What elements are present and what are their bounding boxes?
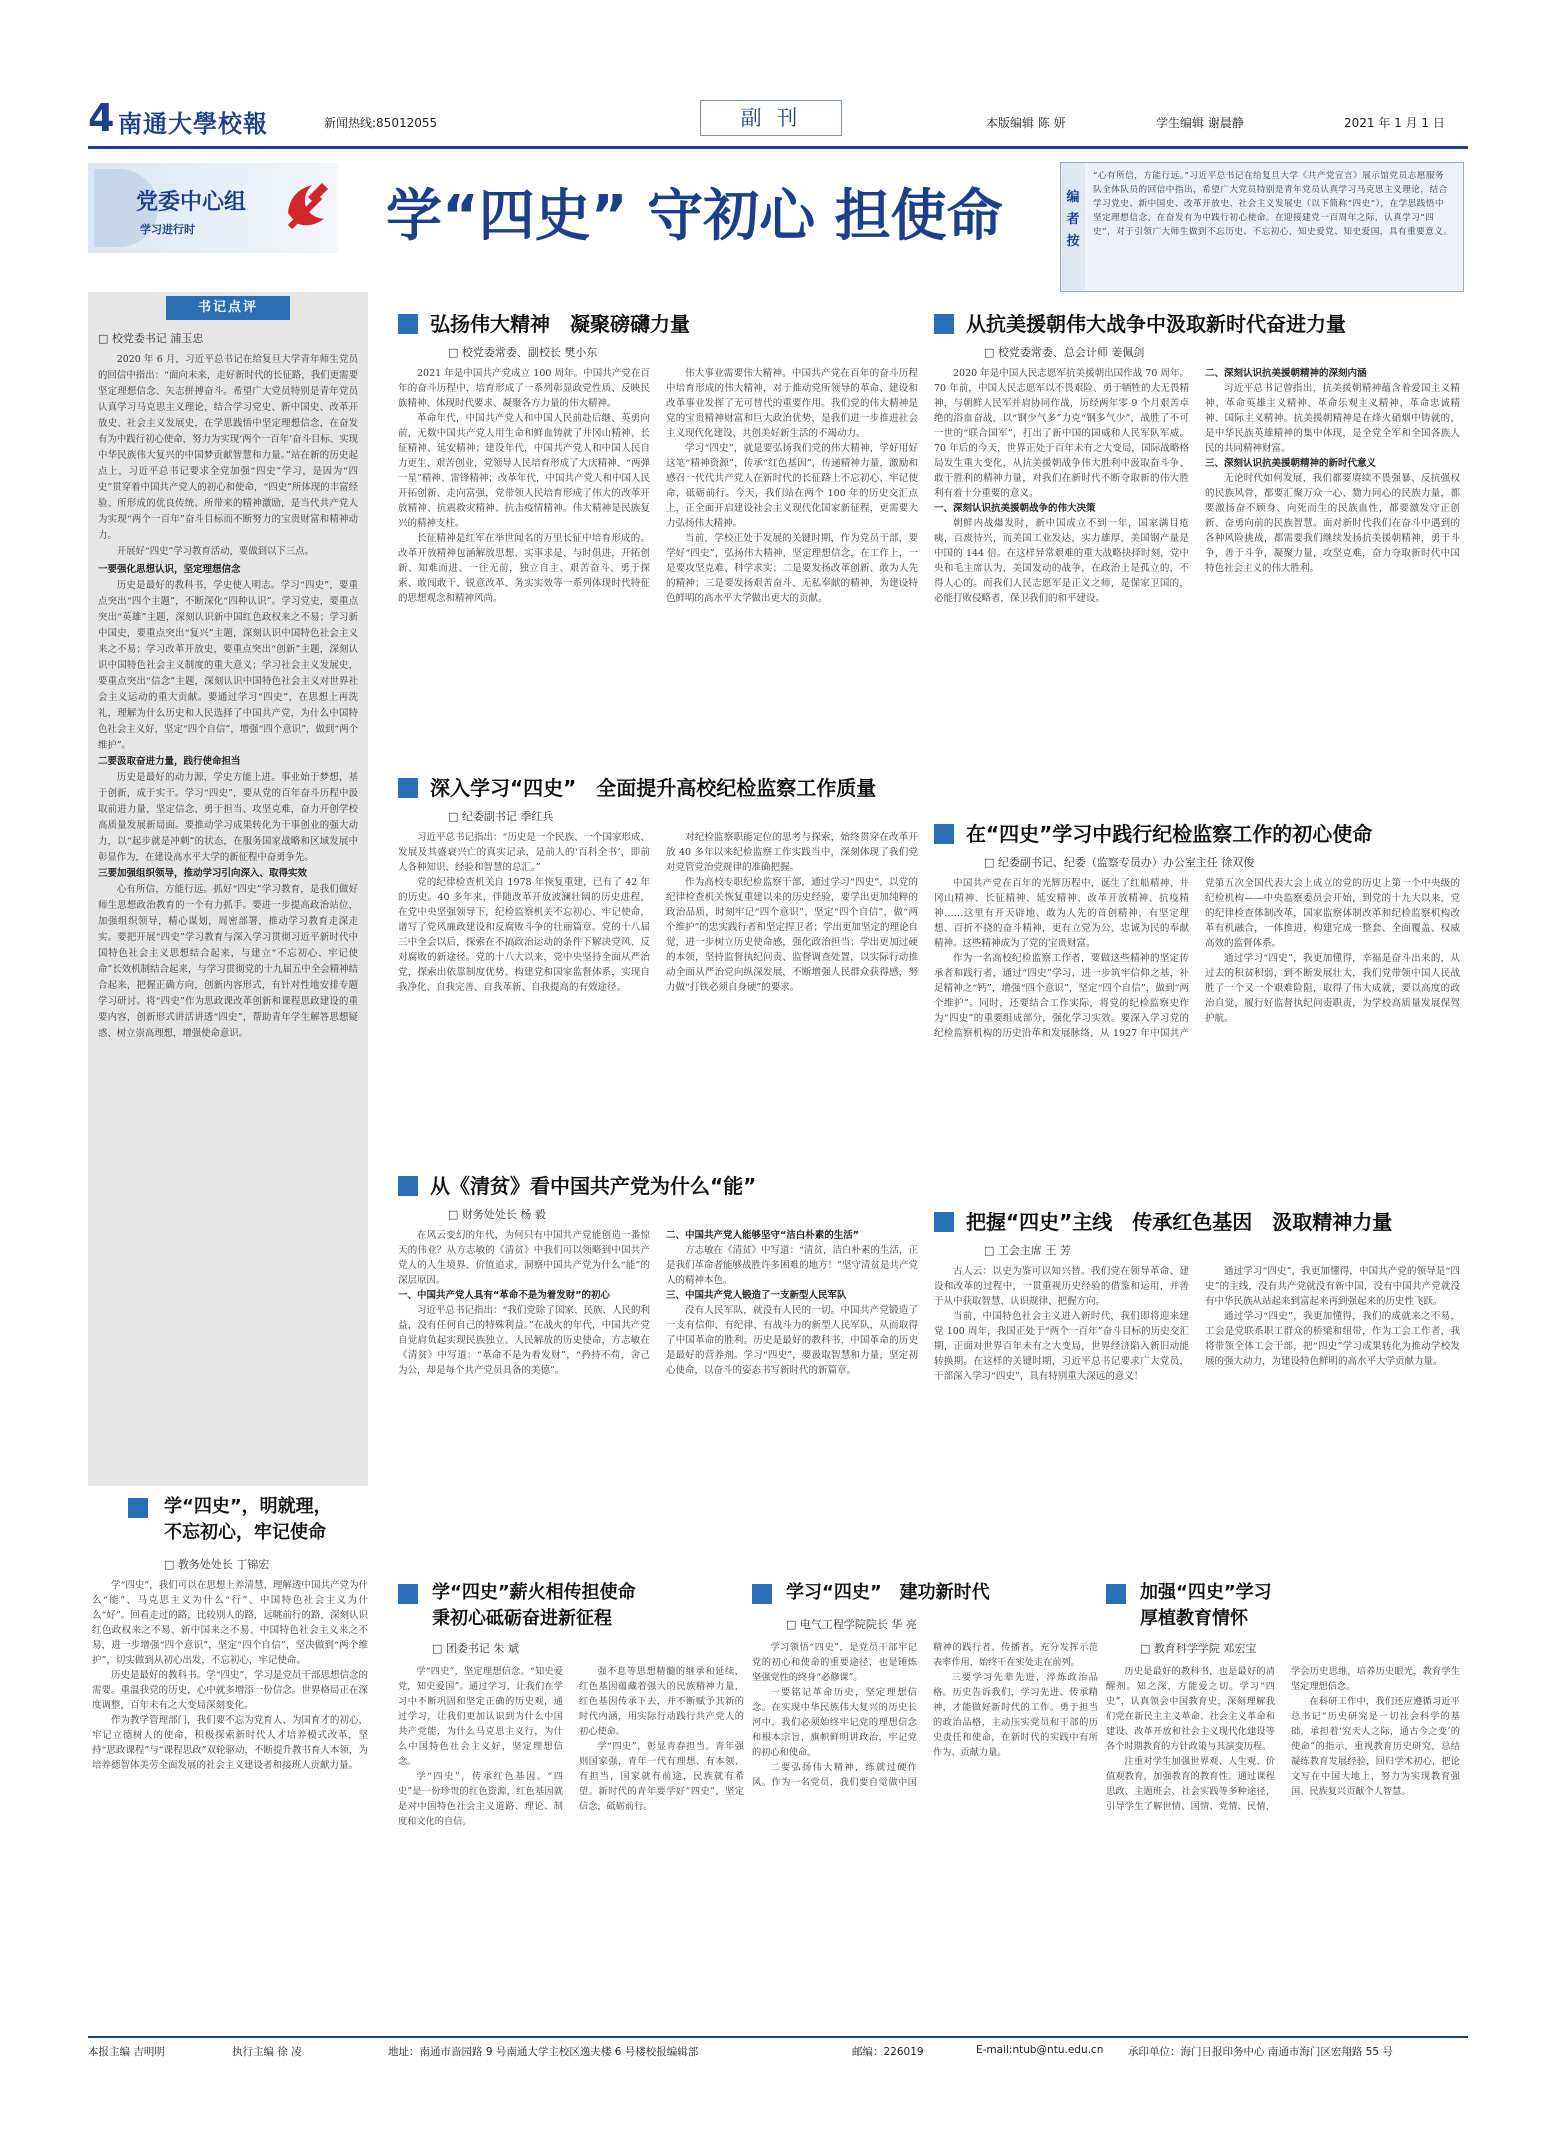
sidebar-paragraph: 2020 年 6 月，习近平总书记在给复旦大学青年师生党员的回信中指出：“面向未来，走好新时代的长征路，我们更需要坚定理想信念、矢志拼搏奋斗。希望广大党员特别是青年党员认真学习马克思主义理论，结合学习党史、新中国史、改革开放史、社会主义发展史，在学思践悟中坚定理想信念，在奋发有为中践行初心使命，努力为实现‘两个一百年’奋斗目标、实现中华民族伟大复兴的中国梦贡献智慧和力量。”站在新的历史起点上，习近平总书记要求全党加强“四史”学习，是因为“四史”贯穿着中国共产党人的初心和使命，“四史”所体现的丰富经验、所形成的优良传统、所带来的精神激励，是当代共产党人为实现“两个一百年”奋斗目标而不断努力的宝贵财富和精神动力。: [98, 354, 358, 541]
article-title-text: 从抗美援朝伟大战争中汲取新时代奋进力量: [966, 312, 1346, 336]
article-paragraph: 通过学习“四史”，我更加懂得，中国共产党的领导是“四史”的主线，没有共产党就没有新中国，没有中国共产党就没有中华民族从站起来到富起来再到强起来的历史性飞跃。: [1205, 1266, 1460, 1307]
article-subheading: 一、中国共产党人具有“革命不是为着发财”的初心: [398, 1290, 610, 1301]
sidebar-paragraph: 心有所信，方能行远。抓好“四史”学习教育，是我们做好师生思想政治教育的一个有力抓手。要进一步提高政治站位，加强组织领导，精心谋划，周密部署，推动学习教育走深走实。要把开展“四史”学习教育与深入学习贯彻习近平新时代中国特色社会主义思想结合起来，与建立“不忘初心、牢记使命”长效机制结合起来，与学习贯彻党的十九届五中全会精神结合起来，把握正确方向，创新内容形式，有针对性地安排专题学习研讨。将“四史”作为思政课改革创新和课程思政建设的重要内容，创新形式讲活讲透“四史”，帮助青年学生解答思想疑惑、树立崇高理想，增强使命意识。: [98, 884, 358, 1039]
sidebar-heading: 书记点评: [166, 296, 290, 320]
header-rule: [88, 146, 1468, 149]
article-paragraph: 作为高校专职纪检监察干部，通过学习“四史”，以党的纪律检查机关恢复重建以来的历史经验，要学出更加纯粹的政治品质，时刻牢记“四个意识”，坚定“四个自信”，做“两个维护”的忠实践行者和坚定捍卫者；学出更加坚定的理论自觉，进一步树立历史使命感，强化政治担当；学出更加过硬的本领，坚持监督执纪问责、监督调查处置，以实际行动推动全面从严治党向纵深发展，不断增强人民群众获得感，努力做“打铁必须自身硬”的要求。: [666, 877, 918, 993]
article-title: [934, 308, 1346, 337]
title-line: 学习“四史” 建功新时代: [786, 1582, 990, 1603]
page-number: 4: [88, 96, 115, 140]
article-body: [1106, 1664, 1460, 2024]
article-paragraph: 历史是最好的教科书，也是最好的清醒剂。知之深，方能爱之切。学习“四史”，认真领会中国教育史，深刻理解我们党在新民主主义革命、社会主义革命和建设、改革开放和社会主义现代化建设等各个时期教育的方针政策与其演变历程。: [1106, 1666, 1275, 1752]
bottom-title-marker-icon: [398, 1584, 418, 1604]
article-body: [752, 1640, 1098, 2024]
bottom-title-marker-icon: [752, 1584, 772, 1604]
article-byline: □ 校党委常委、副校长 樊小东: [448, 344, 597, 360]
article-paragraph: 作为一名高校纪检监察工作者，要做这些精神的坚定传承者和践行者，通过“四史”学习，进一步筑牢信仰之基，补足精神之“钙”，增强“四个意识”，坚定“四个自信”，做到“两个维护”。同时，还要结合工作实际，将党的纪检监察史作为“四史”的重要组成部分，强化学习实效。要深入学习党的纪检监察机构的历史沿革和发展脉络，从 1927 年中国共产党第五次全国代表大会上成立的党的历史上第一个中央级的纪检机构——中央监察委员会开始，到党的十九大以来，党的纪律检查体制改革，国家监察体制改革和纪检监察机构改革有机融合，一体推进，构建完成一整套、全面覆盖、权威高效的监督体系。: [934, 878, 1460, 1039]
article-byline: □ 校党委常委、总会计师 姜佩剑: [984, 344, 1144, 360]
article-paragraph: 长征精神是红军在举世闻名的万里长征中培育形成的。改革开放精神包涵解放思想、实事求是、与时俱进，开拓创新、知难而进、一往无前，独立自主、艰苦奋斗、勇于探索、敢闯敢干、锐意改革、务实实效等一系列体现时代特征的思想观念和精神风尚。: [398, 533, 650, 604]
article-paragraph: 在风云变幻的年代，为何只有中国共产党能创造一番惊天的伟业？从方志敏的《清贫》中我们可以领略到中国共产党人的人生境界、价值追求，洞察中国共产党为什么“能”的深层原因。: [398, 1230, 650, 1286]
page-editor: 本版编辑 陈 妍: [986, 116, 1066, 130]
editor-note-label: 编者按: [1061, 163, 1085, 291]
article-paragraph: 学习“四史”，就是要弘扬我们党的伟大精神，学好用好这笔“精神资源”，传承“红色基因”，传递精神力量，激励和感召一代代共产党人在新时代的长征路上不忘初心、牢记使命，砥砺前行。今天，我们站在两个 100 年的历史交汇点上，正全面开启建设社会主义现代化国家新征程，更需要大力弘扬伟大精神。: [666, 443, 918, 529]
article-paragraph: 方志敏在《清贫》中写道：“清贫，洁白朴素的生活，正是我们革命者能够战胜许多困难的地方！”坚守清贫是共产党人的精神本色。: [666, 1245, 918, 1286]
bottom-article-title: [1140, 1580, 1272, 1632]
title-marker-icon: [398, 778, 418, 798]
article-body: [934, 1264, 1460, 1568]
article-paragraph: 学“四史”，我们可以在思想上养清慧、理解透中国共产党为什么“能”、马克思主义为什么“行”、中国特色社会主义为什么“好”。回看走过的路，比较别人的路，远眺前行的路，深刻认识红色政权来之不易、新中国来之不易、中国特色社会主义来之不易，进一步增强“四个意识”，坚定“四个自信”，坚决做到“两个维护”，切实做到从初心出发，不忘初心，牢记使命。: [92, 1580, 368, 1666]
article-body: [934, 366, 1460, 800]
footer-exec-editor: 执行主编 徐 凌: [232, 2046, 302, 2058]
article-subheading: 三、中国共产党人锻造了一支新型人民军队: [666, 1290, 847, 1301]
article-paragraph: 2021 年是中国共产党成立 100 周年。中国共产党在百年的奋斗历程中，培育形成了一系列彰显政党性质、反映民族精神、体现时代要求、凝聚各方力量的伟大精神。: [398, 368, 650, 409]
paper-name: 南通大學校報: [118, 109, 268, 138]
headline: 学“四史” 守初心 担使命: [386, 184, 1003, 249]
student-editor: 学生编辑 谢晨静: [1156, 116, 1244, 130]
party-emblem-icon: [280, 177, 334, 233]
article-subheading: 一、深刻认识抗美援朝战争的伟大决策: [934, 503, 1096, 514]
article-byline: □ 纪委副书记 季红兵: [448, 808, 553, 824]
footer-rule: [88, 2036, 1468, 2038]
title-marker-icon: [934, 314, 954, 334]
title-marker-icon: [398, 1176, 418, 1196]
article-paragraph: 无论时代如何发展，我们都要赓续不畏强暴、反抗强权的民族风骨，都要汇聚万众一心、勠力同心的民族力量，都要激扬奋不顾身、向死而生的民族血性，都要激发守正创新、奋勇向前的民族智慧。面对新时代我们在奋斗中遇到的各种风险挑战，都需要我们继续发扬抗美援朝精神，勇于斗争，善于斗争，凝聚力量，攻坚克难，奋力夺取新时代中国特色社会主义的伟大胜利。: [1205, 473, 1460, 574]
sidebar-subheading: 三要加强组织领导，推动学习引向深入、取得实效: [98, 868, 308, 879]
article-paragraph: 习近平总书记曾指出，抗美援朝精神蕴含着爱国主义精神、革命英雄主义精神、革命乐观主义精神、革命忠诚精神、国际主义精神。抗美援朝精神是在烽火硝烟中铸就的，是中华民族英雄精神的集中体现，是全党全军和全国各族人民的共同精神财富。: [1205, 383, 1460, 454]
article-paragraph: 党的纪律检查机关自 1978 年恢复重建，已有了 42 年的历史。40 多年来，伴随改革开放波澜壮阔的历史进程，在党中央坚强领导下，纪检监察机关不忘初心、牢记使命，谱写了党风廉政建设和反腐败斗争的壮丽篇章。党的十八届三中全会以后，探索在不搞政治运动的条件下解决党风、反对腐败的新途径。党的十八大以来，党中央坚持全面从严治党，探索出依靠制度优势、构建党和国家监督体系，实现自我净化、自我完善、自我革新、自我提高的有效途径。: [398, 877, 650, 993]
column-logo: [88, 163, 338, 253]
article-body: [934, 876, 1460, 1176]
title-marker-icon: [934, 824, 954, 844]
section-label: 副 刊: [700, 100, 842, 136]
article-paragraph: 古人云：以史为鉴可以知兴替。我们党在领导革命、建设和改革的过程中，一贯重视历史经验的借鉴和运用，并善于从中获取智慧、认识规律、把握方向。: [934, 1266, 1189, 1307]
article-paragraph: 注重对学生加强世界观、人生观、价值观教育，加强教育的教育性。通过课程思政、主题班会、社会实践等多种途径，引导学生了解世情、国情、党情、民情，学会历史思维，培养历史眼光，教育学生坚定理想信念。: [1106, 1666, 1460, 1812]
article-paragraph: 习近平总书记指出：“历史是一个民族、一个国家形成、发展及其盛衰兴亡的真实记录，是前人的‘百科全书’，即前人各种知识、经验和智慧的总汇。”: [398, 832, 650, 873]
column-subtitle: 学习进行时: [140, 223, 195, 236]
masthead: [88, 96, 1468, 146]
article-body: [398, 1664, 744, 2024]
issue-date: 2021 年 1 月 1 日: [1344, 116, 1445, 130]
bottom-title-marker-icon: [1106, 1584, 1126, 1604]
footer-email: E-mail:ntub@ntu.edu.cn: [976, 2044, 1104, 2056]
title-marker-icon: [934, 1212, 954, 1232]
article-body: [92, 1578, 368, 2024]
article-byline: □ 团委书记 朱 斌: [432, 1640, 519, 1656]
article-paragraph: 二要弘扬伟大精神，练就过硬作风。作为一名党员，我们要自觉做中国精神的践行者、传播者，充分发挥示范表率作用，始终干在实处走在前列。: [752, 1642, 1098, 1788]
article-subheading: 三、深刻认识抗美援朝精神的新时代意义: [1205, 458, 1377, 469]
article-title-text: 从《清贫》看中国共产党为什么“能”: [430, 1174, 757, 1198]
article-title-text: 把握“四史”主线 传承红色基因 汲取精神力量: [966, 1210, 1393, 1234]
title-marker-icon: [398, 314, 418, 334]
footer-address: 地址：南通市啬园路 9 号南通大学主校区逸夫楼 6 号楼校报编辑部: [388, 2046, 699, 2058]
article-title: [934, 1206, 1392, 1235]
article-paragraph: 朝鲜内战爆发时，新中国成立不到一年，国家满目疮痍，百废待兴，而美国工业发达，实力雄厚，美国钢产量是中国的 144 倍。在这样异常艰难的重大战略抉择时刻，党中央和毛主席认为，美国发动的战争，在政治上是孤立的，不得人心的。而我们人民志愿军是正义之师，是保家卫国的，必能打败侵略者，保卫我们的和平建设。: [934, 518, 1189, 604]
article-byline: □ 工会主席 王 芳: [984, 1242, 1071, 1258]
footer-postcode: 邮编：226019: [852, 2046, 924, 2058]
title-line: 不忘初心，牢记使命: [164, 1522, 326, 1543]
article-paragraph: 当前，中国特色社会主义进入新时代，我们即将迎来建党 100 周年，我国正处于“两个一百年”奋斗目标的历史交汇期，正面对世界百年未有之大变局，世界经济陷入新旧动能转换期。在这样的关键时期，习近平总书记要求广大党员，干部深入学习“四史”，具有特别重大深远的意义！: [934, 1311, 1189, 1382]
article-title-text: 深入学习“四史” 全面提升高校纪检监察工作质量: [430, 776, 877, 800]
article-byline: □ 教务处处长 丁锦宏: [164, 1556, 269, 1572]
article-paragraph: 三要学习先辈先进，淬炼政治品格。历史告诉我们，学习先进、传承精神，才能做好新时代的工作。勇于担当的政治品格，主动压实党员和干部的历史责任和使命，在新时代的实践中有所作为、贡献力量。: [933, 1672, 1098, 1758]
article-title: [398, 308, 690, 337]
bottom-article-title: [786, 1580, 990, 1606]
bottom-article-title: [432, 1580, 636, 1632]
column-title: 党委中心组: [136, 190, 247, 215]
footer-chief-editor: 本报主编 吉明明: [88, 2046, 165, 2058]
sidebar-byline: □ 校党委书记 浦玉忠: [98, 330, 203, 346]
title-line: 学“四史”，明就理，: [164, 1496, 332, 1517]
article-paragraph: 强不息等思想精髓的继承和延续，红色基因蕴藏着强大的民族精神力量，红色基因传承下去，并不断赋予其新的时代内涵，用实际行动践行共产党人的初心使命。: [579, 1666, 744, 1737]
bottom-title-marker-icon: [128, 1498, 148, 1518]
article-byline: □ 教育科学学院 邓宏宝: [1140, 1640, 1256, 1656]
sidebar-subheading: 一要强化思想认识，坚定理想信念: [98, 564, 241, 575]
article-paragraph: 2020 年是中国人民志愿军抗美援朝出国作战 70 周年。70 年前，中国人民志愿军以不畏艰险、勇于牺牲的大无畏精神，与朝鲜人民军并肩协同作战，历经两年零 9 个月艰苦卓绝的浴血奋战，以“钢少气多”力克“钢多气少”，战胜了不可一世的“联合国军”，打出了新中国的国威和人民军队军威。70 年后的今天，世界正处于百年未有之大变局，国际战略格局发生重大变化，从抗美援朝战争伟大胜利中汲取奋斗争、敢于胜利的精神力量，对我们在新时代不断夺取新的伟大胜利有着十分重要的意义。: [934, 368, 1189, 499]
article-body: [398, 1228, 918, 1568]
article-paragraph: 学“四史”，彰显青春担当。青年强则国家强，青年一代有理想、有本领、有担当，国家就有前途，民族就有希望。新时代的青年要学好“四史”，坚定信念，砥砺前行。: [579, 1741, 744, 1812]
title-line: 加强“四史”学习: [1140, 1582, 1272, 1603]
article-body: [398, 366, 918, 740]
title-line: 厚植教育情怀: [1140, 1608, 1248, 1629]
article-paragraph: 当前，学校正处于发展的关键时期，作为党员干部，要学好“四史”，弘扬伟大精神，坚定理想信念，在工作上，一是要攻坚克难、科学求实；二是要发扬改革创新、敢为人先的精神；三是要发扬艰苦奋斗、无私奉献的精神，为建设特色鲜明的高水平大学做出更大的贡献。: [666, 533, 918, 604]
article-byline: □ 纪委副书记、纪委（监察专员办）办公室主任 徐双俊: [984, 854, 1254, 870]
article-subheading: 二、深刻认识抗美援朝精神的深刻内涵: [1205, 368, 1367, 379]
footer: [88, 2044, 1468, 2064]
article-paragraph: 学“四史”，坚定理想信念。“知史爱党，知史爱国”。通过学习，让我们在学习中不断巩固和坚定正确的历史观，通过学习，让我们更加认识到为什么中国共产党能，为什么马克思主义行，为什么中国特色社会主义好，坚定理想信念。: [398, 1666, 563, 1767]
sidebar-body: [98, 352, 358, 1476]
article-paragraph: 在科研工作中，我们还应遵循习近平总书记“历史研究是一切社会科学的基础，承担着‘究天人之际，通古今之变’的使命”的指示，重视教育历史研究，总结凝练教育发展经验，回归学术初心，把论文写在中国大地上，努力为实现教育强国、民族复兴贡献个人智慧。: [1291, 1696, 1460, 1797]
sidebar-paragraph: 开展好“四史”学习教育活动，要做到以下三点。: [116, 546, 314, 557]
editor-note-text: “心有所信，方能行远。”习近平总书记在给复旦大学《共产党宣言》展示馆党员志愿服务队全体队员的回信中指出，希望广大党员特别是青年党员认真学习马克思主义理论，结合学习党史、新中国史、改革开放史、社会主义发展史（以下简称“四史”），在学思践悟中坚定理想信念，在奋发有为中践行初心使命。在迎接建党一百周年之际，认真学习“四史”，对于引领广大师生做到不忘历史、不忘初心，知史爱党、知史爱国，具有重要意义。: [1093, 171, 1453, 237]
article-subheading: 二、中国共产党人能够坚守“洁白朴素的生活”: [666, 1230, 859, 1241]
sidebar-paragraph: 历史是最好的动力源，学史方能上进。事业始于梦想，基于创新，成于实干。学习“四史”，要从党的百年奋斗历程中汲取前进力量，坚定信念、勇于担当、攻坚克难，奋力开创学校高质量发展新局面。要推动学习成果转化为干事创业的强大动力，以“起步就是冲刺”的状态，在服务国家战略和区域发展中彰显作为，在建设高水平大学的新征程中奋勇争先。: [98, 772, 358, 863]
article-paragraph: 对纪检监察职能定位的思考与探索，始终贯穿在改革开放 40 多年以来纪检监察工作实践当中，深刻体现了我们党对党管党治党规律的准确把握。: [666, 832, 918, 873]
article-byline: □ 电气工程学院院长 华 亮: [786, 1616, 917, 1632]
article-paragraph: 作为教学管理部门，我们要不忘为党育人、为国育才的初心，牢记立德树人的使命，积极探索新时代人才培养模式改革，坚持“思政课程”与“课程思政”双轮驱动，不断提升教书育人本领，为培养德智体美劳全面发展的社会主义建设者和接班人贡献力量。: [92, 1715, 368, 1771]
article-paragraph: 没有人民军队，就没有人民的一切。中国共产党锻造了一支有信仰、有纪律、有战斗力的新型人民军队，从而取得了中国革命的胜利。历史是最好的教科书，中国革命的历史是最好的营养剂。学习“四史”，要汲取智慧和力量，坚定初心使命，以奋斗的姿态书写新时代的新篇章。: [666, 1305, 918, 1376]
title-line: 学“四史”薪火相传担使命: [432, 1582, 636, 1603]
footer-printer: 承印单位：海门日报印务中心 南通市海门区宏翔路 55 号: [1128, 2046, 1393, 2058]
article-title: [398, 1170, 756, 1199]
title-line: 秉初心砥砺奋进新征程: [432, 1608, 612, 1629]
sidebar-subheading: 二要汲取奋进力量，践行使命担当: [98, 756, 241, 767]
sidebar-paragraph: 历史是最好的教科书，学史使人明志。学习“四史”，要重点突出“四个主题”，不断深化“四种认识”。学习党史，要重点突出“英雄”主题，深刻认识新中国红色政权来之不易；学习新中国史，要重点突出“复兴”主题，深刻认识中国特色社会主义来之不易；学习改革开放史，要重点突出“创新”主题，深刻认识中国特色社会主义制度的重大意义；学习社会主义发展史，要重点突出“信念”主题，深刻认识中国特色社会主义对世界社会主义运动的重大贡献。要通过学习“四史”，在思想上再洗礼，理解为什么历史和人民选择了中国共产党，为什么中国特色社会主义好，坚定“四个自信”，增强“四个意识”，做到“两个维护”。: [98, 580, 358, 751]
article-paragraph: 学“四史”，传承红色基因。“四史”是一份珍贵的红色资源，红色基因就是对中国特色社会主义道路、理论、制度和文化的自信。: [398, 1771, 563, 1827]
article-paragraph: 习近平总书记指出：“我们党除了国家、民族、人民的利益，没有任何自己的特殊利益。”在战火的年代，中国共产党自觉肩负起实现民族独立、人民解放的历史使命，方志敏在《清贫》中写道：“革命不是为着发财”，“矜持不苟，舍己为公，却是每个共产党员具备的美德”。: [398, 1305, 650, 1376]
article-paragraph: 革命年代，中国共产党人和中国人民前赴后继、英勇向前，无数中国共产党人用生命和鲜血铸就了井冈山精神、长征精神、延安精神；建设年代，中国共产党人和中国人民自力更生、艰苦创业，党领导人民培育形成了大庆精神、“两弹一星”精神、雷锋精神；改革年代，中国共产党人和中国人民开拓创新、走向富强，党带领人民培育形成了伟大的改革开放精神、抗震救灾精神、抗击疫情精神。伟大精神是民族复兴的精神支柱。: [398, 413, 650, 529]
article-title-text: 弘扬伟大精神 凝聚磅礴力量: [430, 312, 690, 336]
sidebar-panel: [88, 292, 368, 1486]
hotline: 新闻热线:85012055: [324, 116, 438, 130]
article-paragraph: 一要铭记革命历史，坚定理想信念。在实现中华民族伟大复兴的历史长河中，我们必须始终牢记党的理想信念和根本宗旨，旗帜鲜明讲政治，牢记党的初心和使命。: [752, 1687, 917, 1758]
article-title: [398, 772, 876, 801]
article-byline: □ 财务处处长 杨 毅: [448, 1206, 546, 1222]
article-paragraph: 中国共产党在百年的光辉历程中，诞生了红船精神、井冈山精神、长征精神、延安精神、改革开放精神、抗疫精神……这里有开天辟地、敢为人先的首创精神，有坚定理想、百折不挠的奋斗精神，更有立党为公、忠诚为民的奉献精神。这些精神成为了党的宝贵财富。: [934, 878, 1189, 949]
article-body: [398, 830, 918, 1148]
article-title-text: 在“四史”学习中践行纪检监察工作的初心使命: [966, 822, 1373, 846]
article-paragraph: 伟大事业需要伟大精神。中国共产党在百年的奋斗历程中培育形成的伟大精神，对于推动党所领导的革命、建设和改革事业发挥了无可替代的重要作用。我们党的伟大精神是党的宝贵精神财富和巨大政治优势，是我们进一步推进社会主义现代化建设、共创美好新生活的不竭动力。: [666, 368, 918, 439]
article-paragraph: 通过学习“四史”，我更加懂得，幸福是奋斗出来的，从过去的积贫积弱，到不断发展壮大，我们党带领中国人民战胜了一个又一个艰难险阻，取得了伟大成就，要以高度的政治自觉，履行好监督执纪问责职责，为学校高质量发展保驾护航。: [1205, 953, 1460, 1024]
article-paragraph: 历史是最好的教科书。学“四史”，学习是党员干部思想信念的需要。重温我党的历史，心中就多增添一份信念。世界格局正在深度调整，百年未有之大变局深刻变化。: [92, 1670, 368, 1711]
article-title: [934, 818, 1372, 847]
bottom-article-title: [164, 1494, 332, 1546]
editor-note: [1060, 162, 1464, 292]
article-paragraph: 通过学习“四史”，我更加懂得，我们的成就来之不易，工会是党联系职工群众的桥梁和纽带，作为工会工作者，我将带领全体工会干部，把“四史”学习成果转化为推动学校发展的强大动力，为建设特色鲜明的高水平大学贡献力量。: [1205, 1311, 1460, 1367]
article-paragraph: 学习领悟“四史”，是党员干部牢记党的初心和使命的重要途径，也是锤炼坚强党性的终身“必修课”。: [752, 1642, 917, 1683]
